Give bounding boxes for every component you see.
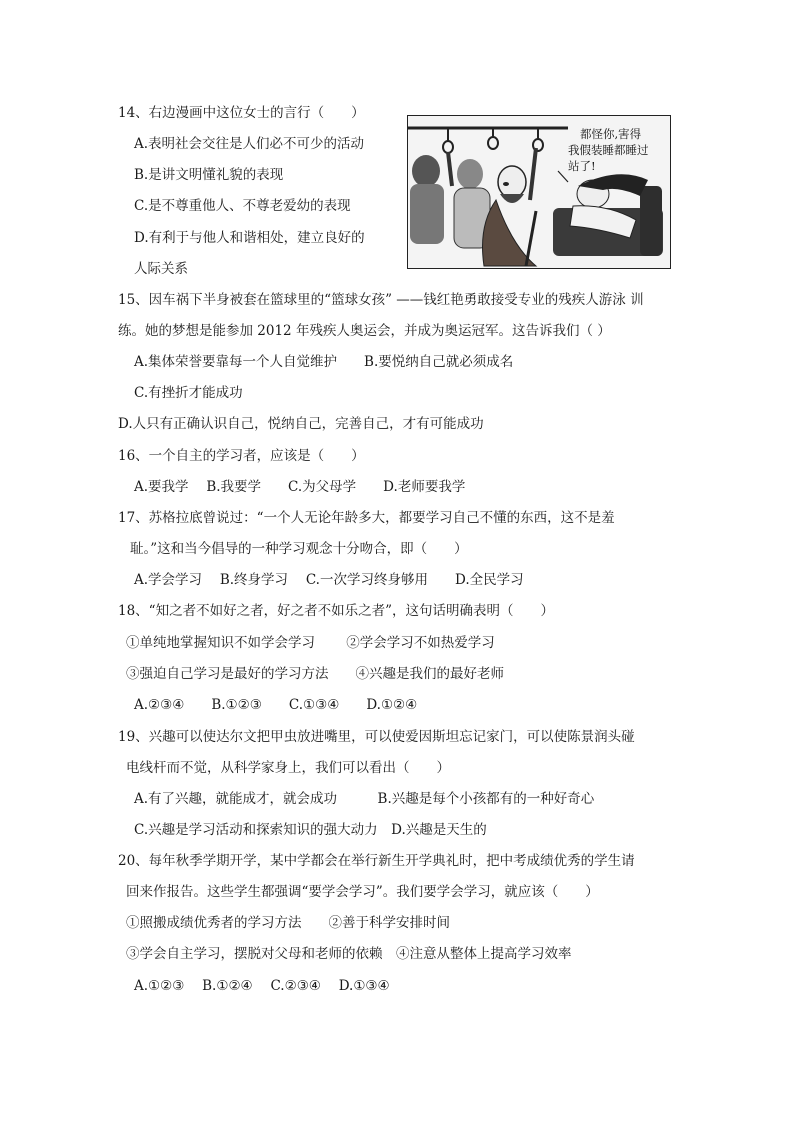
- q16-options: A.要我学 B.我要学 C.为父母学 D.老师要我学: [134, 479, 466, 495]
- q15-option-d: D.人只有正确认识自己，悦纳自己，完善自己，才有可能成功: [118, 416, 484, 432]
- q20-options: A.①②③ B.①②④ C.②③④ D.①③④: [134, 978, 390, 994]
- q20-statements-1-2: ①照搬成绩优秀者的学习方法 ②善于科学安排时间: [126, 915, 450, 931]
- q17-stem-cont: 耻。”这和当今倡导的一种学习观念十分吻合，即（ ）: [130, 541, 468, 557]
- q15-stem-cont: 练。她的梦想是能参加 2012 年残疾人奥运会，并成为奥运冠军。这告诉我们（ ）: [118, 323, 611, 339]
- cartoon-drawing: [408, 116, 669, 267]
- q20-statements-3-4: ③学会自主学习，摆脱对父母和老师的依赖 ④注意从整体上提高学习效率: [126, 946, 572, 962]
- q15-options-ab: A.集体荣誉要靠每一个人自觉维护 B.要悦纳自己就必须成名: [134, 354, 514, 370]
- speech-line-2: 我假装睡都睡过: [568, 143, 649, 157]
- q19-stem-cont: 电线杆而不觉，从科学家身上，我们可以看出（ ）: [126, 760, 450, 776]
- bus-cartoon-image: [407, 115, 671, 269]
- q14-option-b: B.是讲文明懂礼貌的表现: [134, 167, 284, 183]
- speech-line-1: 都怪你,害得: [580, 127, 642, 141]
- q16-stem: 16、一个自主的学习者，应该是（ ）: [118, 448, 365, 464]
- q18-statements-3-4: ③强迫自己学习是最好的学习方法 ④兴趣是我们的最好老师: [126, 666, 504, 682]
- q17-options: A.学会学习 B.终身学习 C.一次学习终身够用 D.全民学习: [134, 572, 524, 588]
- q14-option-c: C.是不尊重他人、不尊老爱幼的表现: [134, 198, 351, 214]
- q18-statements-1-2: ①单纯地掌握知识不如学会学习 ②学会学习不如热爱学习: [126, 635, 495, 651]
- q19-options-ab: A.有了兴趣，就能成才，就会成功 B.兴趣是每个小孩都有的一种好奇心: [134, 791, 595, 807]
- q14-option-d: D.有利于与他人和谐相处，建立良好的: [134, 230, 365, 246]
- q15-option-c: C.有挫折才能成功: [134, 385, 243, 401]
- q17-stem: 17、苏格拉底曾说过：“一个人无论年龄多大，都要学习自己不懂的东西，这不是羞: [118, 510, 615, 526]
- q18-stem: 18、“知之者不如好之者，好之者不如乐之者”，这句话明确表明（ ）: [118, 603, 554, 619]
- q20-stem: 20、每年秋季学期开学，某中学都会在举行新生开学典礼时，把中考成绩优秀的学生请: [118, 853, 635, 869]
- q19-stem: 19、兴趣可以使达尔文把甲虫放进嘴里，可以使爱因斯坦忘记家门，可以使陈景润头碰: [118, 729, 635, 745]
- q20-stem-cont: 回来作报告。这些学生都强调“要学会学习”。我们要学会学习，就应该（ ）: [126, 884, 599, 900]
- q14-option-a: A.表明社会交往是人们必不可少的活动: [134, 136, 365, 152]
- q14-stem: 14、右边漫画中这位女士的言行（ ）: [118, 105, 365, 121]
- q18-options: A.②③④ B.①②③ C.①③④ D.①②④: [134, 697, 418, 713]
- q14-option-d-cont: 人际关系: [134, 261, 188, 277]
- q15-stem: 15、因车祸下半身被套在篮球里的“篮球女孩” ——钱红艳勇敢接受专业的残疾人游泳 训: [118, 292, 644, 308]
- q19-options-cd: C.兴趣是学习活动和探索知识的强大动力 D.兴趣是天生的: [134, 822, 487, 838]
- speech-line-3: 站了!: [568, 159, 596, 173]
